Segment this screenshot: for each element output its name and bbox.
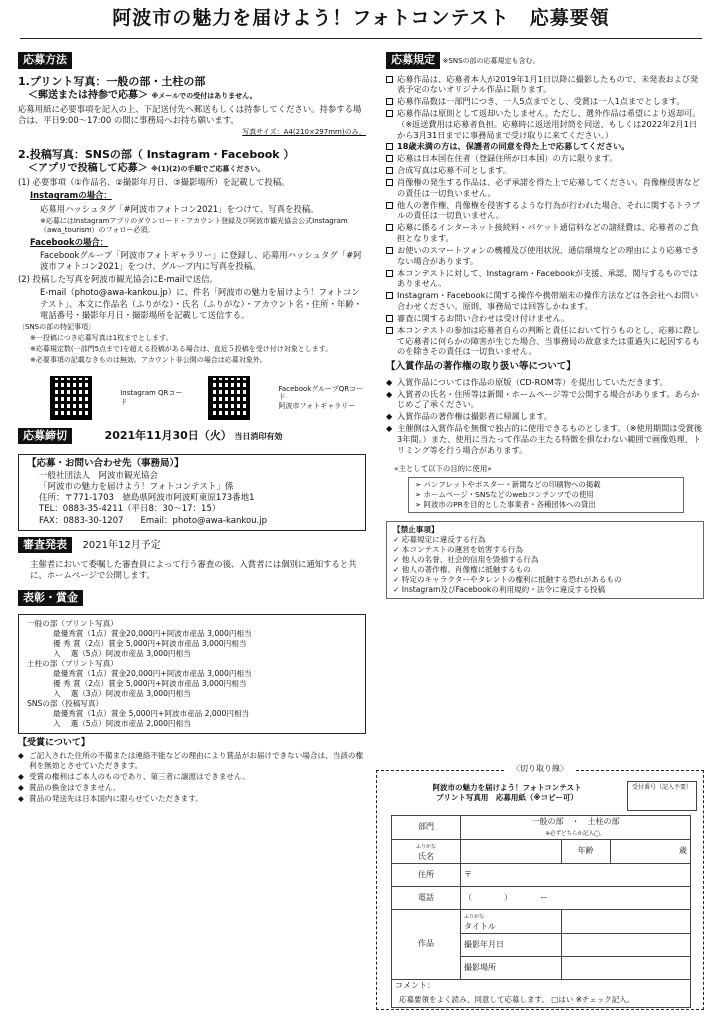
award-group-name: SNSの部（投稿写真） [27, 699, 104, 709]
judging-header: 審査発表 [18, 537, 72, 554]
prohibited-item: ✓ 本コンテストの運営を妨害する行為 [393, 544, 523, 554]
regulation-item: 本コンテストの参加は応募者自らの判断と責任において行うものとし、応募に際して応募者に何らかの障害が生じた場合、当事務局の故意または重過失に起因するものを除きその責任は一切負いません。 [386, 325, 704, 357]
regulation-item: Instagram・Facebookに関する操作や携帯端末の操作方法などは各会社へお問い合わせください。原則、事務局では回答しかねます。 [386, 290, 704, 312]
copyright-title: 【入賞作品の著作権の取り扱い等について】 [386, 361, 576, 373]
contact-box [18, 454, 366, 531]
copyright-item: ◆ 入賞作品については作品の原版（CD-ROM等）を提出していただきます。 [386, 376, 668, 387]
award-line: 最優秀賞（1点）賞金20,000円+阿波市産品 3,000円相当 [53, 629, 252, 639]
regulation-item: 応募作品は、応募者本人が2019年1月1日以降に撮影したもので、未発表および発表予定のないオリジナル作品に限ります。 [386, 74, 704, 96]
left-column [18, 52, 366, 805]
title-field[interactable] [561, 910, 690, 934]
receipt-text: 賞品の換金はできません。 [29, 783, 121, 793]
title-divider [20, 38, 702, 39]
sns-heading: 2.投稿写真：SNSの部（ Instagram・Facebook ） [18, 147, 295, 161]
insta-title: Instagramの場合： [30, 190, 112, 201]
prohibited-item: ✓ Instagram及びFacebookの利用規約・法令に違反する投稿 [393, 584, 606, 594]
regulations-note: ※SNSの部の応募規定も含む。 [442, 57, 540, 65]
receipt-text: ご記入された住所の不備または連絡不能などの理由により賞品がお届けできない場合は、当該の権利を無効とさせていただきます。 [29, 751, 364, 771]
receipt-item: ◆ ご記入された住所の不備または連絡不能などの理由により賞品がお届けできない場合は、当該の権利を無効とさせていただきます。 [18, 751, 364, 771]
facebook-qr-code[interactable] [208, 376, 250, 420]
regulation-item: 本コンテストに対して、Instagram・Facebookが支援、承認、関与するものではありません。 [386, 268, 704, 290]
contact-org: 一般社団法人 阿波市観光協会 [39, 470, 159, 481]
page-title: 阿波市の魅力を届けよう！フォトコンテスト 応募要領 [112, 7, 610, 29]
regulation-item: 審査に関するお問い合わせは受け付けません。 [386, 313, 704, 324]
prohibited-item: ✓ 特定のキャラクターやタレントの権利に抵触する恐れがあるもの [393, 574, 622, 584]
tel-field[interactable]: （ ） ー [461, 887, 691, 910]
print-body: 応募用紙に必要事項を記入の上、下記送付先へ郵送もしくは持参してください。持参する場合は、平日9:00～17:00 の間に事務局へお持ち願います。 [18, 104, 362, 126]
qr-fb-caption-2: 阿波市フォトギャラリー [278, 401, 356, 410]
right-column [386, 52, 704, 599]
contact-tel: TEL：0883-35-4211（平日8：30～17：15） [39, 504, 221, 515]
sns-step2: (2) 投稿した写真を阿波市観光協会にE-mailで送信。 [18, 274, 218, 285]
title-label: タイトル [464, 921, 496, 931]
receipt-title: 【受賞について】 [18, 738, 90, 749]
contact-address: 住所：〒771-1703 徳島県阿波市阿波町東原173番地1 [39, 493, 255, 504]
qr-fb-caption-1: FacebookグループQRコード [278, 385, 364, 402]
award-line: 入 選（5点）阿波市産品 3,000円相当 [53, 649, 191, 659]
dept-field[interactable]: 一般の部 ・ 土柱の部 ※必ずどちらか記入◯。 [461, 816, 691, 840]
name-field[interactable] [461, 840, 562, 864]
prohibited-item: ✓ 他人の名誉、社会的信用を毀損する行為 [393, 554, 539, 564]
prohibited-title: 【禁止事項】 [393, 524, 439, 534]
receipt-text: 賞品の発送先は日本国内に限らせていただきます。 [29, 794, 203, 804]
deadline-note: 当日消印有効 [234, 431, 283, 441]
regulation-item: 応募作品は原則として返却いたしません。ただし、選外作品は希望により返却可。（※返送費用は応募者負担。応募時に返送用封筒を同送、もしくは2022年2月1日から3月31日までに事務局まで受け取りに来てください。） [386, 108, 704, 140]
agree-checkbox-line[interactable]: 応募要領をよく読み、同意して応募します。 □はい ※チェック記入。 [399, 995, 635, 1005]
address-label: 住所 [392, 864, 461, 887]
receipt-item: ◆ 賞品の換金はできません。 [18, 783, 121, 793]
regulations-header: 応募規定 [386, 52, 440, 69]
purpose-item: ➢ ホームページ・SNSなどのwebコンテンツでの使用 [415, 490, 594, 500]
print-heading: 1.プリント写真：一般の部・土柱の部 [18, 74, 206, 88]
purpose-box [408, 477, 684, 512]
award-line: 優 秀 賞（2点）賞金 5,000円+阿波市産品 3,000円相当 [53, 679, 247, 689]
insta-note: ※応募にはInstagramアプリのダウンロード・アカウント登録及び阿波市観光協会公式Instagram（awa_tourism）のフォロー必須。 [40, 216, 348, 234]
regulation-item: 応募作品数は一部門につき、一人5点までとし、受賞は一人1点までとします。 [386, 96, 704, 107]
award-line: 入 選（5点）阿波市産品 2,000円相当 [53, 719, 191, 729]
entry-form: 〈切り取り線〉 阿波市の魅力を届けよう！フォトコンテスト プリント写真用 応募用紙（※コピー可） 受付番号（記入不要） 部門 一般の部 ・ 土柱の部 ※必ずどちらか記入◯。 ふりがな 氏名 年齢 歳 住所 〒 電話 （ ） ー 作品 ふりがな タイトル 撮影年月日 撮影場所 コメント： 応募要領をよく読み、同意して応募します。 □はい ※チェック記入。 [376, 770, 704, 1010]
place-field[interactable] [561, 957, 690, 980]
prohibited-box [386, 521, 704, 599]
awards-box [18, 614, 366, 734]
sns-rule-1: ※一投稿につき応募写真は1枚までとします。 [30, 333, 173, 342]
sns-sub-note: ※(1)(2)の手順でご応募ください。 [151, 165, 265, 174]
contact-title: 【応募・お問い合わせ先（事務局）】 [27, 458, 184, 470]
copyright-item: ◆ 主催側は入賞作品を無償で独占的に使用できるものとします。（※使用期間は受賞後3年間。）また、使用に当たって作品の主たる特徴を損なわない範囲で画像処理、トリミング等を行う場合があります。 [386, 423, 703, 455]
date-label: 撮影年月日 [461, 934, 562, 957]
regulations-list [386, 74, 704, 358]
award-group-name: 一般の部（プリント写真） [27, 619, 118, 629]
print-sub: ＜郵送または持参で応募＞ [28, 90, 148, 102]
sns-rule-3: ※必要事項の記載なきものは無効。アカウント非公開の場合は応募対象外。 [30, 356, 267, 365]
sns-sub: ＜アプリで投稿して応募＞ [28, 163, 148, 175]
regulation-item: 応募に係るインターネット接続料・パケット通信料などの諸経費は、応募者のご負担となります。 [386, 222, 704, 244]
copyright-item: ◆ 入賞作品の著作権は撮影者に帰属します。 [386, 411, 552, 422]
receipt-number-box: 受付番号（記入不要） [627, 781, 697, 811]
copyright-item: ◆ 入賞者の氏名・住所等は新聞・ホームページ等で公開する場合があります。あらかじめご了承ください。 [386, 388, 700, 410]
purpose-item: ➢ 阿波市のPRを目的とした事業者・各種団体への貸出 [415, 499, 596, 509]
instagram-qr-code[interactable] [50, 376, 92, 420]
sns-step1: (1) 必要事項（①作品名、②撮影年月日、③撮影場所）を記載して投稿。 [18, 177, 290, 188]
regulation-item: 肖像権の発生する作品は、必ず承諾を得た上で応募してください。肖像権侵害などの責任は一切負いません。 [386, 177, 704, 199]
age-field[interactable]: 歳 [610, 840, 691, 864]
age-label: 年齢 [561, 840, 610, 864]
awards-header: 表彰・賞金 [18, 590, 83, 607]
receipt-text: 受賞の権利はご本人のものであり、第三者に譲渡はできません。 [29, 772, 250, 782]
judging-date: 2021年12月予定 [82, 539, 161, 551]
place-label: 撮影場所 [461, 957, 562, 980]
prohibited-item: ✓ 他人の著作権、肖像権に抵触するもの [393, 564, 531, 574]
prohibited-item: ✓ 応募規定に違反する行為 [393, 534, 486, 544]
regulation-item: 応募は日本国在住者（登録住所が日本国）の方に限ります。 [386, 153, 704, 164]
award-line: 優 秀 賞（2点）賞金 5,000円+阿波市産品 3,000円相当 [53, 639, 247, 649]
dept-label: 部門 [392, 816, 461, 840]
contact-dept: 「阿波市の魅力を届けよう！フォトコンテスト」係 [39, 481, 234, 492]
sns-rules-title: 〔SNSの部の特記事項〕 [18, 322, 96, 331]
print-note: ※メールでの受付はありません。 [151, 92, 257, 101]
form-title-1: 阿波市の魅力を届けよう！フォトコンテスト [432, 783, 582, 792]
print-size: 写真サイズ：A4(210×297mm)のみ。 [242, 128, 366, 137]
comment-field[interactable]: コメント： [392, 980, 691, 1008]
deadline-header: 応募締切 [18, 428, 72, 445]
tel-label: 電話 [392, 887, 461, 910]
purpose-title: «主として以下の目的に使用» [394, 463, 492, 473]
award-line: 入 選（3点）阿波市産品 3,000円相当 [53, 689, 191, 699]
qr-insta-caption: Instagram QRコード [120, 389, 183, 406]
cut-line-label: 〈切り取り線〉 [506, 764, 574, 773]
work-label: 作品 [392, 910, 461, 980]
regulation-item: 18歳未満の方は、保護者の同意を得た上で応募してください。 [386, 141, 704, 152]
sns-rule-2: ※応募規定数(一部門5点まで)を超える投稿がある場合は、直近５投稿を受け付け対象とします。 [30, 345, 333, 354]
date-field[interactable] [561, 934, 690, 957]
method-header: 応募方法 [18, 52, 72, 69]
fb-body: Facebookグループ「阿波市フォトギャラリー」に登録し、応募用ハッシュタグ「#阿波市フォトコン2021」をつけ、グループ内に写真を投稿。 [40, 250, 362, 272]
sns-step2-body: E-mail（photo@awa-kankou.jp）に、件名「阿波市の魅力を届けよう！フォトコンテスト」、本文に作品名（ふりがな）・氏名（ふりがな）・アカウント名・住所・年齢・電話番号・撮影年月日・撮影場所を記載して送信する。 [40, 287, 362, 320]
judging-body: 主催者において委嘱した審査員によって行う審査の後、入賞者には個別に通知すると共に、ホームページで公開します。 [30, 559, 357, 581]
name-label: 氏名 [418, 851, 434, 861]
receipt-item: ◆ 賞品の発送先は日本国内に限らせていただきます。 [18, 794, 203, 804]
purpose-item: ➢ パンフレットやポスター・新聞などの印刷物への掲載 [415, 480, 601, 490]
fb-title: Facebookの場合： [30, 237, 109, 248]
award-group-name: 土柱の部（プリント写真） [27, 659, 118, 669]
award-line: 最優秀賞（1点）賞金 5,000円+阿波市産品 2,000円相当 [53, 709, 250, 719]
contact-fax-email: FAX：0883-30-1207 Email：photo@awa-kankou.jp [39, 515, 268, 526]
deadline-date: 2021年11月30日（火） [104, 428, 232, 442]
regulation-item: 他人の著作権、肖像権を侵害するような行為が行われた場合、それに関するトラブルの責任は一切負いません。 [386, 200, 704, 222]
award-line: 最優秀賞（1点）賞金20,000円+阿波市産品 3,000円相当 [53, 669, 252, 679]
regulation-item: 合成写真は応募不可とします。 [386, 165, 704, 176]
form-title-2: プリント写真用 応募用紙（※コピー可） [436, 792, 578, 802]
insta-body: 応募用ハッシュタグ「#阿波市フォトコン2021」をつけて、写真を投稿。 [40, 203, 319, 214]
regulation-item: お使いのスマートフォンの機種及び使用状況、通信環境などの理由により応募できない場合があります。 [386, 245, 704, 267]
receipt-item: ◆ 受賞の権利はご本人のものであり、第三者に譲渡はできません。 [18, 772, 250, 782]
address-field[interactable]: 〒 [461, 864, 691, 887]
